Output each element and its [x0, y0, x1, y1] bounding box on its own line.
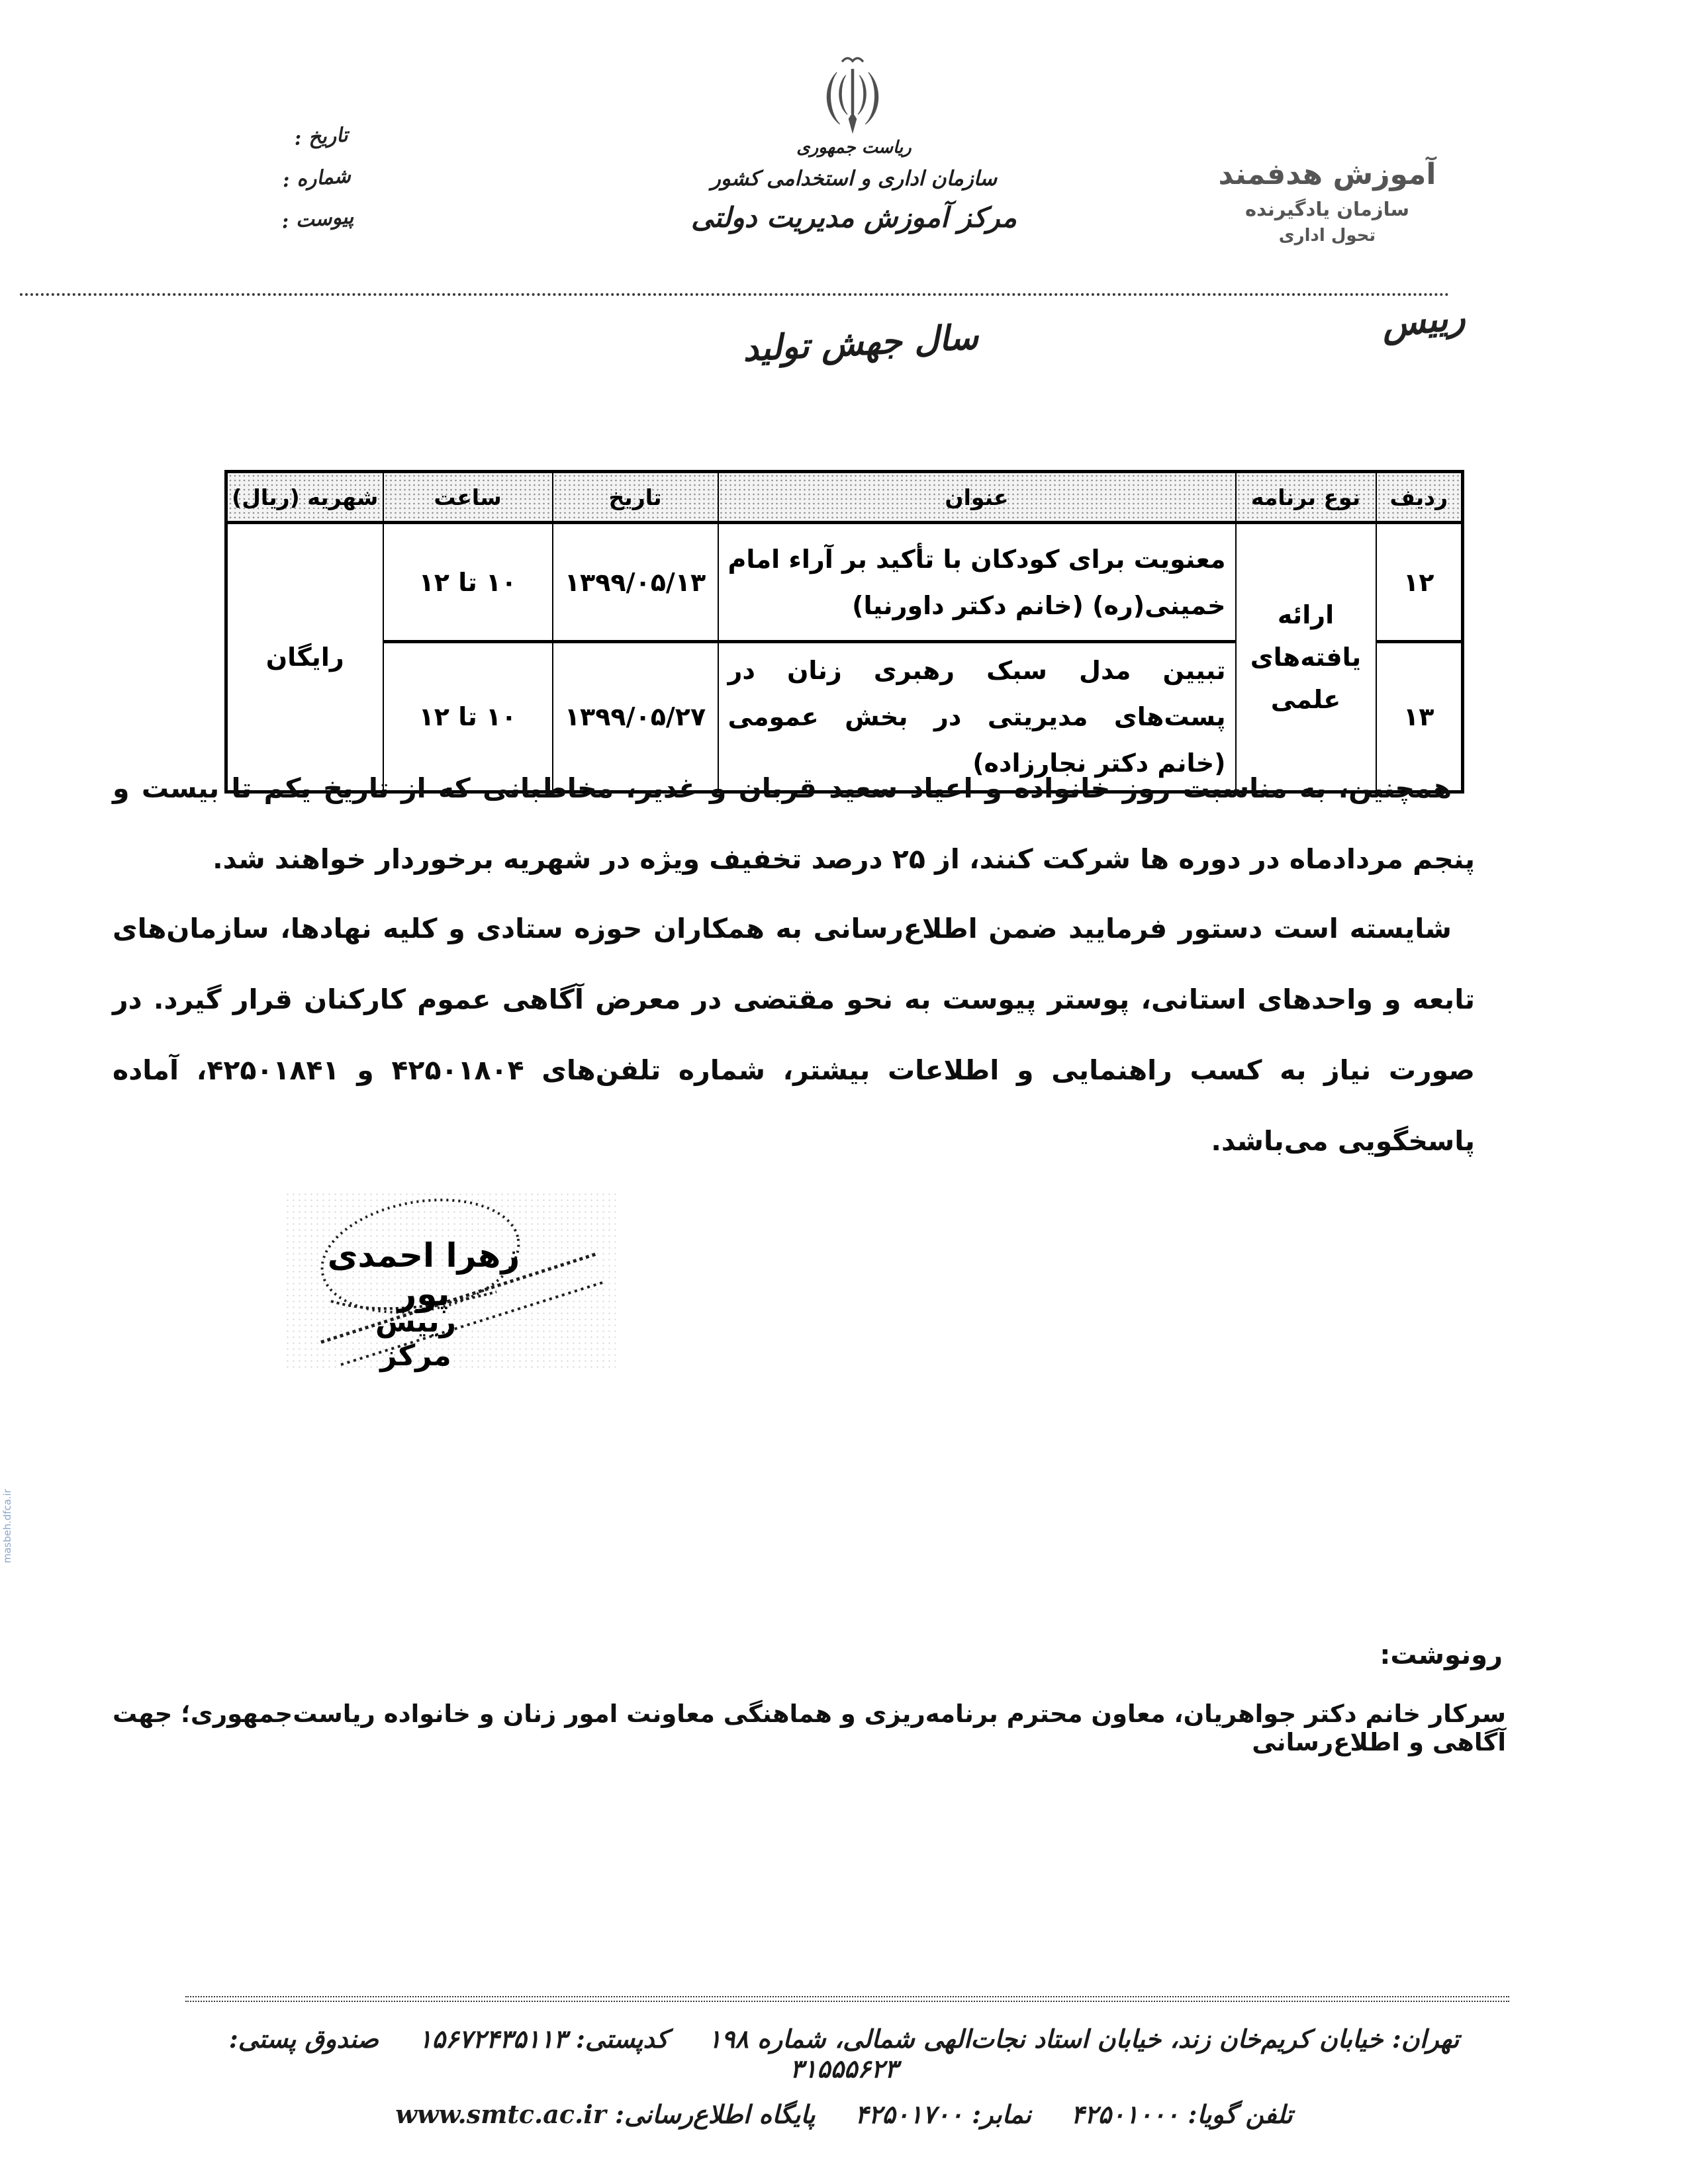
left-edge-watermark: masbeh.dfca.ir [1, 1489, 13, 1563]
cc-label: رونوشت: [1380, 1640, 1503, 1670]
table-row [226, 523, 1463, 642]
footer-website: پایگاه اطلاع‌رسانی: www.smtc.ac.ir [395, 2099, 816, 2129]
letter-meta-labels [221, 115, 355, 247]
cell-time: ۱۰ تا ۱۲ [383, 642, 553, 792]
slogan-line-2: سازمان یادگیرنده [1245, 198, 1409, 220]
col-header-program-type: نوع برنامه [1236, 472, 1376, 523]
footer-address-line [199, 2024, 1489, 2083]
footer-contact-line [199, 2099, 1489, 2129]
number-label: شماره : [281, 164, 352, 193]
cell-row-no: ۱۲ [1376, 523, 1463, 642]
col-header-date: تاریخ [553, 472, 718, 523]
signer-title: رییس مرکز [375, 1305, 456, 1373]
iran-national-emblem-icon [806, 54, 899, 137]
header-dotted-rule [20, 293, 1450, 296]
cell-title: تبیین مدل سبک رهبری زنان در پست‌های مدیریتی در بخش عمومی (خانم دکتر نجارزاده) [718, 642, 1236, 792]
cell-title: معنویت برای کودکان با تأکید بر آراء امام خمینی(ره) (خانم دکتر داورنیا) [718, 523, 1236, 642]
footer-po-box: صندوق پستی: ۳۱۵۵۵۶۲۳ [228, 2024, 898, 2083]
signature-block [285, 1178, 629, 1383]
cell-time: ۱۰ تا ۱۲ [383, 523, 553, 642]
col-header-row-no: ردیف [1376, 472, 1463, 523]
org-line-center: مرکز آموزش مدیریت دولتی [691, 201, 1017, 234]
footer-fax: نمابر: ۴۲۵۰۱۷۰۰ [855, 2099, 1031, 2129]
slogan-stamp [1211, 158, 1443, 246]
slogan-line-1: آموزش هدفمند [1218, 158, 1436, 191]
cell-program-type: ارائه یافته‌های علمی [1236, 523, 1376, 792]
course-schedule-table [228, 470, 1464, 794]
footer-postal-code: کدپستی: ۱۵۶۷۲۴۳۵۱۱۳ [418, 2024, 669, 2054]
attachment-label: پیوست : [281, 205, 355, 234]
date-label: تاریخ : [293, 123, 349, 151]
addressee-word: رییس [1379, 295, 1468, 346]
body-paragraph-instruction: شایسته است دستور فرمایید ضمن اطلاع‌رسانی به همکاران حوزه ستادی و کلیه نهادها، سازمان‌های تابعه و واحدهای استانی، پوستر پیوست به نحو مقتضی در معرض آگاهی عموم کارکنان قرار گیرد. در صورت نیاز به کسب راهنمایی و اطلاعات بیشتر، شماره تلفن‌های ۴۲۵۰۱۸۰۴ و ۴۲۵۰۱۸۴۱، آماده پاسخگویی می‌باشد. [113, 913, 1475, 1157]
slogan-line-3: تحول اداری [1278, 226, 1376, 246]
table-header-row [226, 472, 1463, 523]
col-header-title: عنوان [718, 472, 1236, 523]
cell-date: ۱۳۹۹/۰۵/۲۷ [553, 642, 718, 792]
footer-dotted-rule [185, 1996, 1509, 2002]
cc-recipient-line: سرکار خانم دکتر جواهریان، معاون محترم برنامه‌ریزی و هماهنگی معاونت امور زنان و خانواده ریاست‌جمهوری؛ جهت آگاهی و اطلاع‌رسانی [112, 1700, 1506, 1756]
org-line-organization: سازمان اداری و استخدامی کشور [710, 167, 998, 191]
year-slogan: سال جهش تولید [741, 316, 980, 370]
signer-name: زهرا احمدی پور [327, 1236, 520, 1313]
cell-date: ۱۳۹۹/۰۵/۱۳ [553, 523, 718, 642]
col-header-time: ساعت [383, 472, 553, 523]
cell-row-no: ۱۳ [1376, 642, 1463, 792]
letterhead-org-block [510, 138, 1198, 234]
footer-address: تهران: خیابان کریم‌خان زند، خیابان استاد نجات‌الهی شمالی، شماره ۱۹۸ [708, 2024, 1460, 2054]
cell-tuition: رایگان [226, 523, 383, 792]
body-paragraph-discount: همچنین، به مناسبت روز خانواده و اعیاد سعید قربان و غدیر، مخاطبانی که از تاریخ یکم تا بیست و پنجم مردادماه در دوره ها شرکت کنند، از ۲۵ درصد تخفیف ویژه در شهریه برخوردار خواهند شد. [113, 772, 1475, 875]
org-line-presidency: ریاست جمهوری [796, 138, 912, 158]
col-header-tuition: شهریه (ریال) [226, 472, 383, 523]
footer-phone: تلفن گویا: ۴۲۵۰۱۰۰۰ [1070, 2099, 1293, 2129]
